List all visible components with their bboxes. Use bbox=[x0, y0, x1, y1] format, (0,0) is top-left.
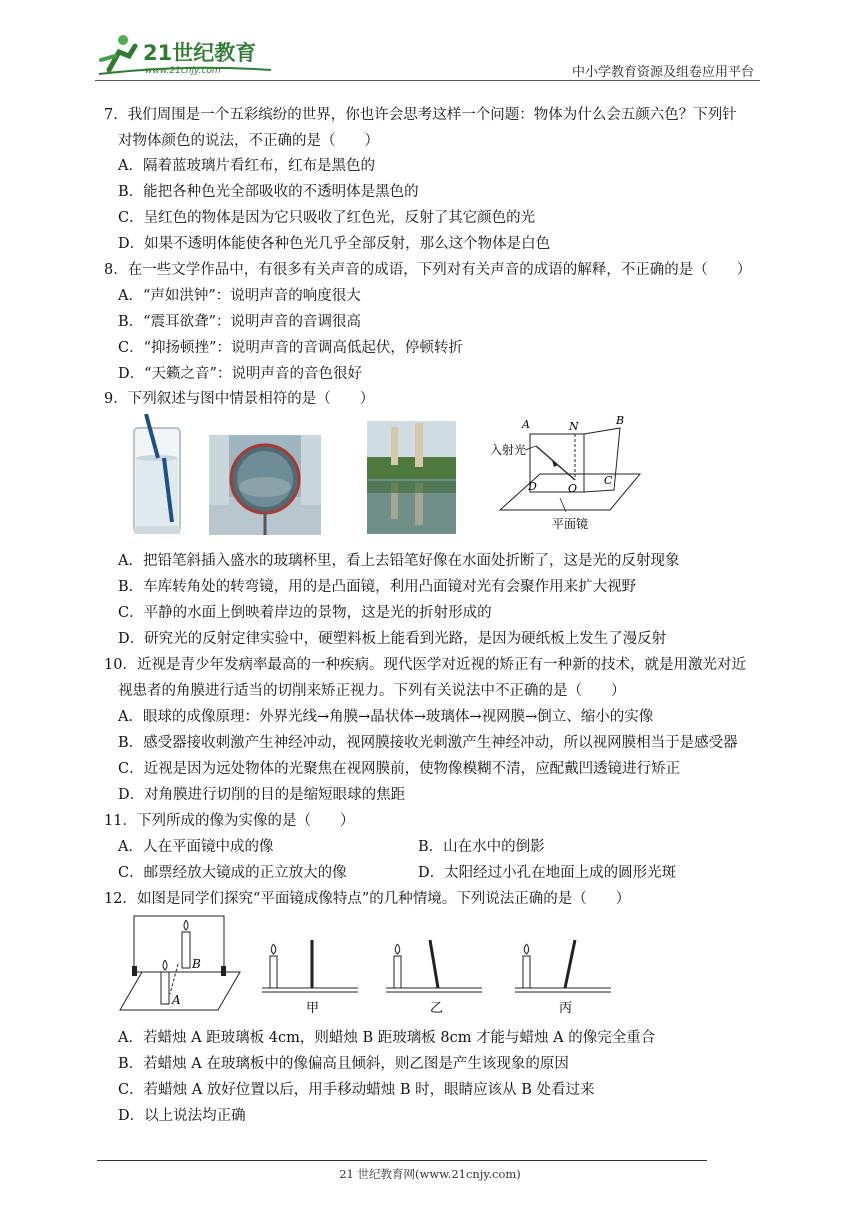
question-8-option-a: A．“声如洪钟”：说明声音的响度很大 bbox=[118, 288, 361, 304]
question-10-option-a: A．眼球的成像原理：外界光线→角膜→晶状体→玻璃体→视网膜→倒立、缩小的实像 bbox=[118, 709, 654, 725]
footer-text: 21 世纪教育网(www.21cnjy.com) bbox=[339, 1167, 521, 1181]
question-9-stem: 9．下列叙述与图中情景相符的是（ ） bbox=[104, 391, 375, 407]
question-11-stem: 11．下列所成的像为实像的是（ ） bbox=[104, 813, 355, 829]
svg-text:B: B bbox=[192, 957, 201, 971]
svg-text:甲: 甲 bbox=[306, 1001, 320, 1016]
question-7-option-a: A．隔着蓝玻璃片看红布，红布是黑色的 bbox=[118, 158, 375, 174]
svg-text:入射光: 入射光 bbox=[490, 443, 527, 457]
svg-text:21世纪教育: 21世纪教育 bbox=[143, 41, 257, 65]
svg-text:乙: 乙 bbox=[430, 1001, 444, 1016]
question-12-stem: 12．如图是同学们探究“平面镜成像特点”的几种情境。下列说法正确的是（ ） bbox=[104, 891, 631, 907]
question-8-stem: 8．在一些文学作品中，有很多有关声音的成语，下列对有关声音的成语的解释，不正确的是（ ） bbox=[104, 262, 752, 278]
svg-text:B: B bbox=[616, 414, 625, 427]
page-header bbox=[95, 30, 760, 81]
svg-text:www.21cnjy.com: www.21cnjy.com bbox=[145, 66, 221, 76]
question-7-stem: 7．我们周围是一个五彩缤纷的世界，你也许会思考这样一个问题：物体为什么会五颜六色？下列针 对物体颜色的说法，不正确的是（ ） bbox=[104, 107, 737, 149]
question-9-option-d: D．研究光的反射定律实验中，硬塑料板上能看到光路，是因为硬纸板上发生了漫反射 bbox=[118, 631, 667, 647]
svg-text:丙: 丙 bbox=[559, 1001, 573, 1016]
pencil-in-water-image bbox=[128, 414, 186, 536]
question-9-option-a: A．把铅笔斜插入盛水的玻璃杯里，看上去铅笔好像在水面处折断了，这是光的反射现象 bbox=[118, 553, 680, 569]
question-10-option-d: D．对角膜进行切削的目的是缩短眼球的焦距 bbox=[118, 787, 406, 803]
svg-text:O: O bbox=[568, 482, 578, 495]
logo-21cnjy bbox=[95, 30, 285, 78]
setup-yi-diagram bbox=[386, 936, 482, 1016]
question-10-option-c: C．近视是因为远处物体的光聚焦在视网膜前，使物像模糊不清，应配戴凹透镜进行矫正 bbox=[118, 761, 681, 777]
question-9-option-c: C．平静的水面上倒映着岸边的景物，这是光的折射形成的 bbox=[118, 605, 492, 621]
convex-mirror-image bbox=[209, 435, 321, 535]
setup-bing-diagram bbox=[515, 936, 611, 1016]
question-8-option-d: D．“天籁之音”：说明声音的音色很好 bbox=[118, 366, 362, 382]
question-12-option-c: C．若蜡烛 A 放好位置以后，用手移动蜡烛 B 时，眼睛应该从 B 处看过来 bbox=[118, 1082, 595, 1098]
question-12-option-a: A．若蜡烛 A 距玻璃板 4cm，则蜡烛 B 距玻璃板 8cm 才能与蜡烛 A 的像完全重合 bbox=[118, 1030, 656, 1046]
question-10-option-b: B．感受器接收刺激产生神经冲动，视网膜接收光刺激产生神经冲动，所以视网膜相当于是感受器 bbox=[118, 735, 738, 751]
svg-text:A: A bbox=[522, 418, 530, 431]
question-8-option-c: C．“抑扬顿挫”：说明声音的音调高低起伏，停顿转折 bbox=[118, 340, 463, 356]
reflection-law-diagram bbox=[480, 412, 650, 532]
setup-jia-diagram bbox=[262, 936, 358, 1016]
platform-name: 中小学教育资源及组卷应用平台 bbox=[571, 65, 754, 80]
svg-text:N: N bbox=[569, 420, 579, 433]
plane-mirror-setup-diagram bbox=[118, 914, 242, 1014]
footer-divider bbox=[97, 1160, 707, 1161]
svg-text:C: C bbox=[604, 474, 613, 487]
question-11-option-c: C．邮票经放大镜成的正立放大的像 bbox=[118, 865, 347, 881]
question-9-option-b: B．车库转角处的转弯镜，用的是凸面镜，利用凸面镜对光有会聚作用来扩大视野 bbox=[118, 579, 637, 595]
question-12-option-d: D．以上说法均正确 bbox=[118, 1108, 246, 1124]
question-7-option-b: B．能把各种色光全部吸收的不透明体是黑色的 bbox=[118, 184, 419, 200]
svg-text:D: D bbox=[528, 480, 537, 493]
question-11-option-b: B．山在水中的倒影 bbox=[418, 839, 545, 855]
svg-text:平面镜: 平面镜 bbox=[552, 517, 589, 531]
question-11-option-a: A．人在平面镜中成的像 bbox=[118, 839, 274, 855]
question-8-option-b: B．“震耳欲聋”：说明声音的音调很高 bbox=[118, 314, 361, 330]
svg-text:A: A bbox=[172, 993, 181, 1007]
question-12-option-b: B．若蜡烛 A 在玻璃板中的像偏高且倾斜，则乙图是产生该现象的原因 bbox=[118, 1056, 569, 1072]
question-10-stem: 10．近视是青少年发病率最高的一种疾病。现代医学对近视的矫正有一种新的技术，就是用激光对近 视患者的角膜进行适当的切削来矫正视力。下列有关说法中不正确的是（ ） bbox=[104, 657, 746, 699]
question-7-option-c: C．呈红色的物体是因为它只吸收了红色光，反射了其它颜色的光 bbox=[118, 210, 536, 226]
pagoda-reflection-image bbox=[367, 421, 456, 534]
question-7-option-d: D．如果不透明体能使各种色光几乎全部反射，那么这个物体是白色 bbox=[118, 236, 551, 252]
question-11-option-d: D．太阳经过小孔在地面上成的圆形光斑 bbox=[418, 865, 677, 881]
